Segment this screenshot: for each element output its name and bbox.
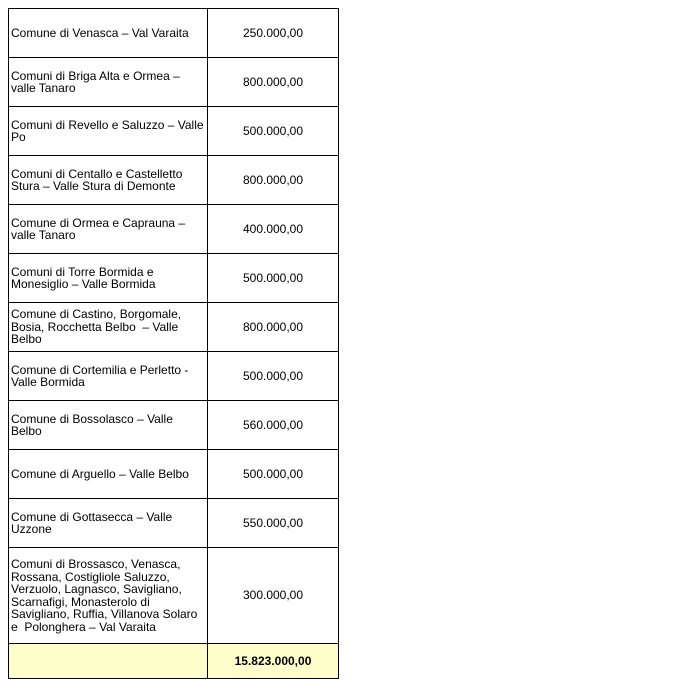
municipality-cell: Comune di Cortemilia e Perletto - Valle Bormida	[9, 352, 208, 401]
amount-cell: 500.000,00	[208, 352, 339, 401]
municipality-cell: Comune di Arguello – Valle Belbo	[9, 450, 208, 499]
table-row	[9, 352, 339, 401]
amount-cell: 250.000,00	[208, 9, 339, 58]
municipality-cell: Comuni di Centallo e Castelletto Stura – Valle Stura di Demonte	[9, 156, 208, 205]
total-row	[9, 644, 339, 679]
table-row	[9, 450, 339, 499]
municipality-cell: Comune di Gottasecca – Valle Uzzone	[9, 499, 208, 548]
municipality-cell: Comune di Venasca – Val Varaita	[9, 9, 208, 58]
municipality-cell: Comuni di Revello e Saluzzo – Valle Po	[9, 107, 208, 156]
table-row	[9, 156, 339, 205]
table-row	[9, 254, 339, 303]
amount-cell: 500.000,00	[208, 107, 339, 156]
municipality-cell: Comuni di Torre Bormida e Monesiglio – Valle Bormida	[9, 254, 208, 303]
table-row	[9, 401, 339, 450]
municipality-cell: Comuni di Brossasco, Venasca, Rossana, Costigliole Saluzzo, Verzuolo, Lagnasco, Savigliano, Scarnafigi, Monasterolo di Savigliano, Ruffia, Villanova Solaro e Polonghera – Val Varaita	[9, 548, 208, 644]
table-row	[9, 58, 339, 107]
amount-cell: 560.000,00	[208, 401, 339, 450]
amount-cell: 300.000,00	[208, 548, 339, 644]
table-row	[9, 548, 339, 644]
table-row	[9, 303, 339, 352]
amount-cell: 550.000,00	[208, 499, 339, 548]
municipality-cell: Comune di Bossolasco – Valle Belbo	[9, 401, 208, 450]
funding-table	[8, 8, 339, 679]
total-amount-cell: 15.823.000,00	[208, 644, 339, 679]
municipality-cell: Comune di Castino, Borgomale, Bosia, Rocchetta Belbo – Valle Belbo	[9, 303, 208, 352]
municipality-cell: Comune di Ormea e Caprauna – valle Tanaro	[9, 205, 208, 254]
total-label-cell	[9, 644, 208, 679]
amount-cell: 500.000,00	[208, 450, 339, 499]
table-row	[9, 205, 339, 254]
funding-sheet	[8, 8, 336, 688]
table-row	[9, 107, 339, 156]
amount-cell: 800.000,00	[208, 156, 339, 205]
amount-cell: 500.000,00	[208, 254, 339, 303]
table-row	[9, 9, 339, 58]
amount-cell: 800.000,00	[208, 303, 339, 352]
municipality-cell: Comuni di Briga Alta e Ormea – valle Tanaro	[9, 58, 208, 107]
amount-cell: 400.000,00	[208, 205, 339, 254]
table-row	[9, 499, 339, 548]
amount-cell: 800.000,00	[208, 58, 339, 107]
